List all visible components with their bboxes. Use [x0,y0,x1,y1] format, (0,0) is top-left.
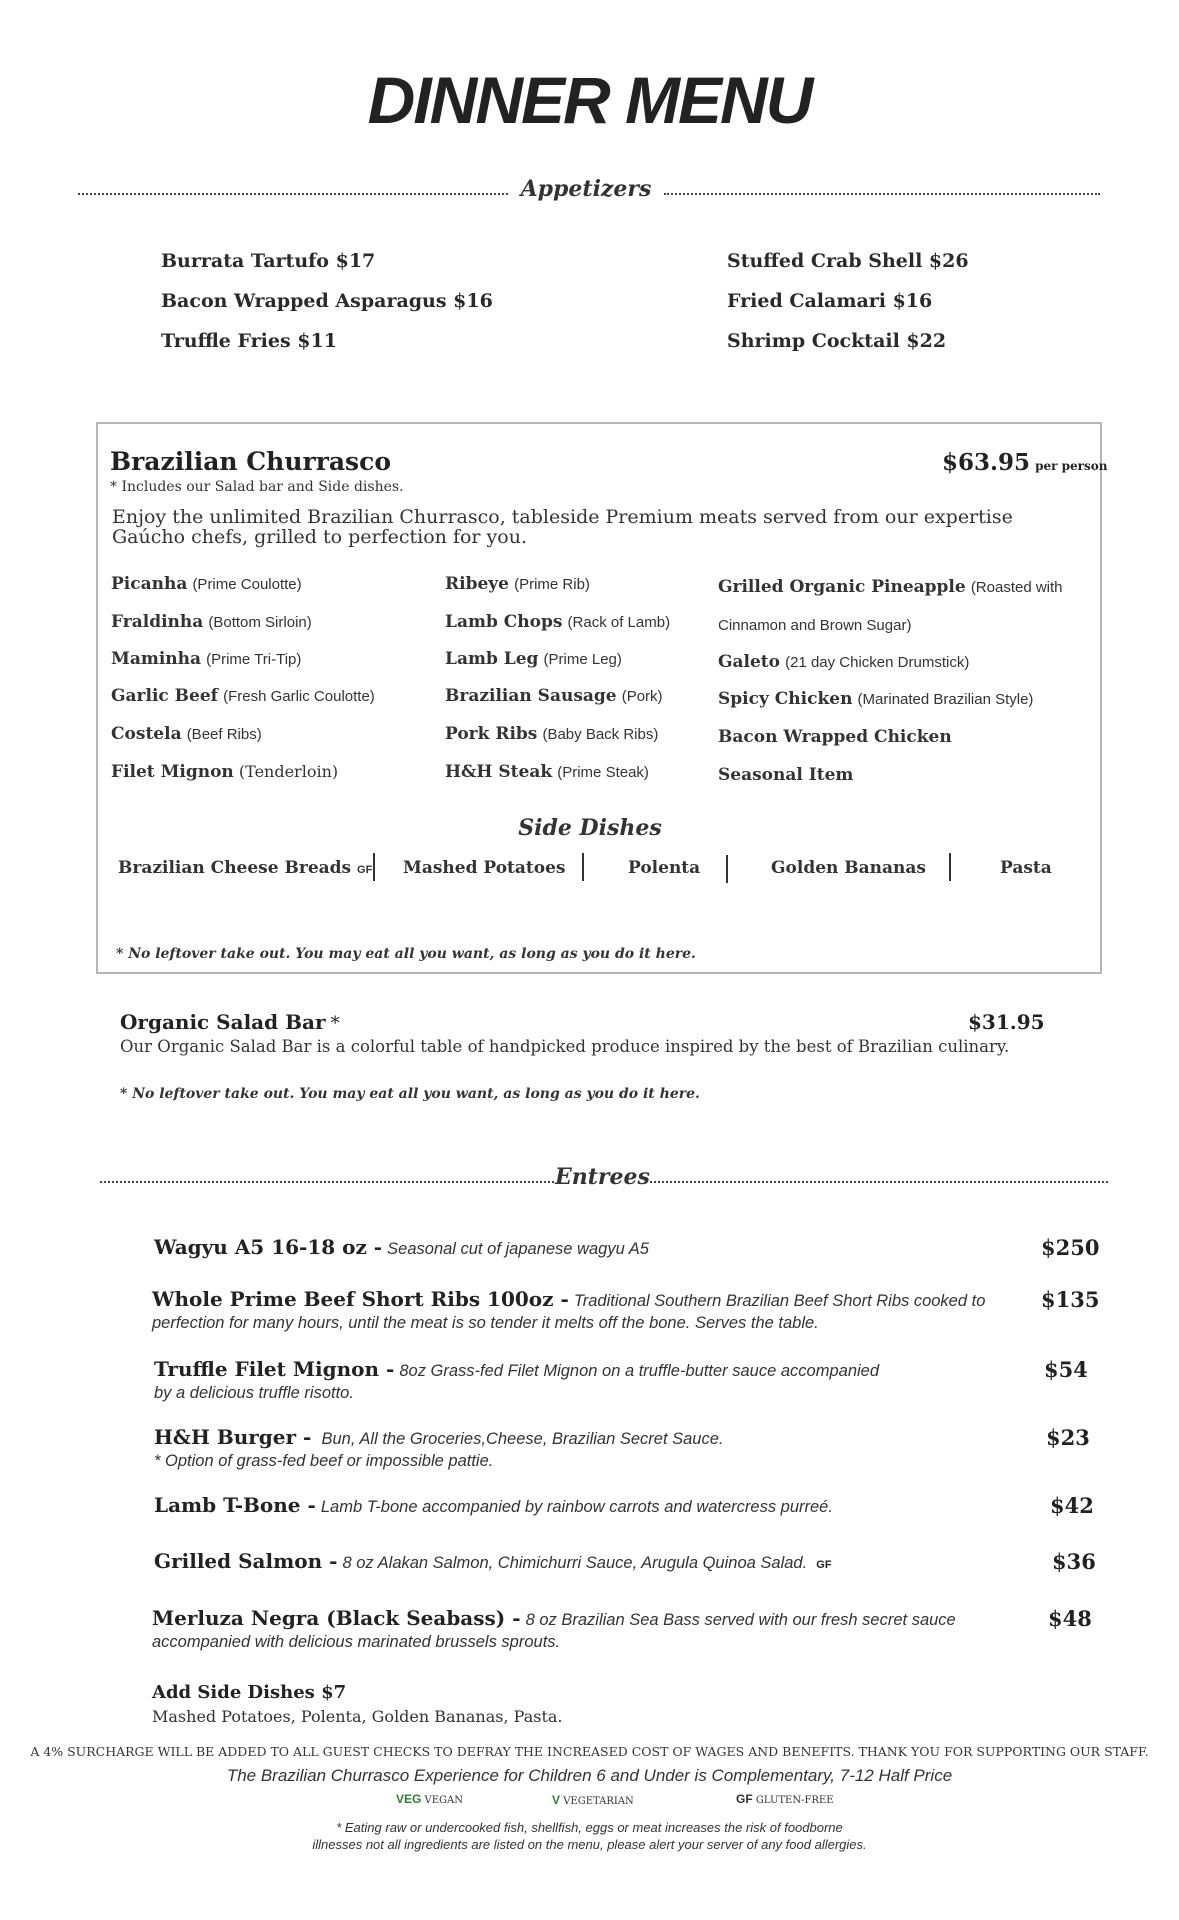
appetizers-heading: Appetizers [508,176,664,202]
gf-tag: GF [357,864,373,876]
surcharge-notice: A 4% SURCHARGE WILL BE ADDED TO ALL GUEST CHECKS TO DEFRAY THE INCREASED COST OF WAGES AND BENEFITS. THANK YOU FOR SUPPORTING OUR STAFF. [30,1744,1149,1759]
side-separator [726,855,728,883]
churrasco-desc-2: Gaúcho chefs, grilled to perfection for you. [112,526,527,548]
meat-item: Seasonal Item [718,765,854,785]
salad-bar-star: * [330,1013,340,1034]
entree-desc-2: accompanied with delicious marinated brussels sprouts. [152,1633,561,1651]
appetizer-item: Bacon Wrapped Asparagus $16 [161,290,493,312]
entree-price: $54 [1044,1357,1088,1382]
entree-desc-2: by a delicious truffle risotto. [154,1384,354,1402]
entree-row: Merluza Negra (Black Seabass) - 8 oz Brazilian Sea Bass served with our fresh secret sauce [152,1606,956,1630]
entree-row: H&H Burger - Bun, All the Groceries,Cheese, Brazilian Secret Sauce. [154,1425,724,1449]
side-separator [373,853,375,881]
divider-left [100,1181,558,1183]
meat-item-continued: Cinnamon and Brown Sugar) [718,617,912,634]
meat-item: Filet Mignon (Tenderloin) [111,762,339,782]
children-notice: The Brazilian Churrasco Experience for Children 6 and Under is Complementary, 7-12 Half Price [226,1766,953,1785]
meat-item: Ribeye (Prime Rib) [445,574,590,594]
entree-row: Lamb T-Bone - Lamb T-bone accompanied by rainbow carrots and watercress purreé. [154,1493,833,1517]
entree-price: $36 [1052,1549,1096,1574]
meat-item: Spicy Chicken (Marinated Brazilian Style) [718,689,1034,709]
entrees-heading: Entrees [555,1164,650,1190]
divider-right [664,193,1100,195]
churrasco-includes: * Includes our Salad bar and Side dishes. [110,479,404,495]
divider-right [646,1181,1108,1183]
side-separator [949,853,951,881]
meat-item: Picanha (Prime Coulotte) [111,574,302,594]
entree-price: $250 [1041,1235,1100,1260]
churrasco-price: $63.95 [942,449,1031,476]
side-separator [582,853,584,881]
meat-item: Grilled Organic Pineapple (Roasted with [718,577,1063,597]
legend-gluten-free: GF GLUTEN-FREE [736,1792,834,1806]
appetizer-item: Truffle Fries $11 [161,330,337,352]
churrasco-price-block [942,449,1107,476]
entree-price: $23 [1046,1425,1090,1450]
menu-title: DINNER MENU [367,63,812,137]
entree-row: Truffle Filet Mignon - 8oz Grass-fed Filet Mignon on a truffle-butter sauce accompanied [154,1357,880,1381]
meat-item: Galeto (21 day Chicken Drumstick) [718,652,970,672]
salad-bar-title: Organic Salad Bar [120,1010,326,1034]
meat-item: Pork Ribs (Baby Back Ribs) [445,724,659,744]
entree-desc-2: perfection for many hours, until the meat is so tender it melts off the bone. Serves the table. [152,1314,819,1332]
churrasco-desc-1: Enjoy the unlimited Brazilian Churrasco, tableside Premium meats served from our expertise [112,506,1013,528]
entree-row: Grilled Salmon - 8 oz Alakan Salmon, Chimichurri Sauce, Arugula Quinoa Salad. GF [154,1549,832,1573]
add-sides-title: Add Side Dishes $7 [152,1682,347,1703]
side-dish-item: Golden Bananas [771,858,927,878]
churrasco-price-unit: per person [1035,459,1108,473]
meat-item: Lamb Leg (Prime Leg) [445,649,622,669]
entree-desc-2: * Option of grass-fed beef or impossible pattie. [154,1452,494,1470]
salad-bar-price: $31.95 [968,1010,1045,1034]
disclaimer-1: * Eating raw or undercooked fish, shellfish, eggs or meat increases the risk of foodborne [336,1820,843,1835]
salad-bar-title-block [120,1010,340,1034]
side-dish-item: Brazilian Cheese Breads GF [118,858,373,878]
entree-row: Whole Prime Beef Short Ribs 100oz - Traditional Southern Brazilian Beef Short Ribs cooked to [152,1287,986,1311]
appetizer-item: Burrata Tartufo $17 [161,250,376,272]
churrasco-title: Brazilian Churrasco [110,447,392,476]
entree-row: Wagyu A5 16-18 oz - Seasonal cut of japanese wagyu A5 [154,1235,649,1259]
side-dish-item: Pasta [1000,858,1052,878]
meat-item: Garlic Beef (Fresh Garlic Coulotte) [111,686,375,706]
side-dish-item: Mashed Potatoes [403,858,566,878]
meat-item: Lamb Chops (Rack of Lamb) [445,612,671,632]
add-sides-list: Mashed Potatoes, Polenta, Golden Bananas, Pasta. [152,1707,563,1726]
meat-item: Costela (Beef Ribs) [111,724,262,744]
disclaimer-2: illnesses not all ingredients are listed on the menu, please alert your server of any food allergies. [312,1837,867,1852]
meat-item: Brazilian Sausage (Pork) [445,686,663,706]
legend-vegan: VEG VEGAN [396,1792,464,1806]
meat-item: H&H Steak (Prime Steak) [445,762,649,782]
meat-item: Bacon Wrapped Chicken [718,727,952,747]
salad-bar-note: * No leftover take out. You may eat all you want, as long as you do it here. [120,1086,700,1102]
appetizer-item: Fried Calamari $16 [727,290,933,312]
entree-price: $42 [1050,1493,1094,1518]
meat-item: Fraldinha (Bottom Sirloin) [111,612,312,632]
appetizer-item: Shrimp Cocktail $22 [727,330,947,352]
meat-item: Maminha (Prime Tri-Tip) [111,649,302,669]
entree-price: $48 [1048,1606,1092,1631]
gf-tag: GF [816,1559,832,1571]
entree-price: $135 [1041,1287,1100,1312]
legend-vegetarian: V VEGETARIAN [552,1793,634,1807]
churrasco-note: * No leftover take out. You may eat all you want, as long as you do it here. [116,946,696,962]
salad-bar-desc: Our Organic Salad Bar is a colorful table of handpicked produce inspired by the best of Brazilian culinary. [120,1037,1010,1056]
appetizer-item: Stuffed Crab Shell $26 [727,250,969,272]
divider-left [78,193,508,195]
side-dishes-heading: Side Dishes [518,815,662,841]
side-dish-item: Polenta [628,858,701,878]
